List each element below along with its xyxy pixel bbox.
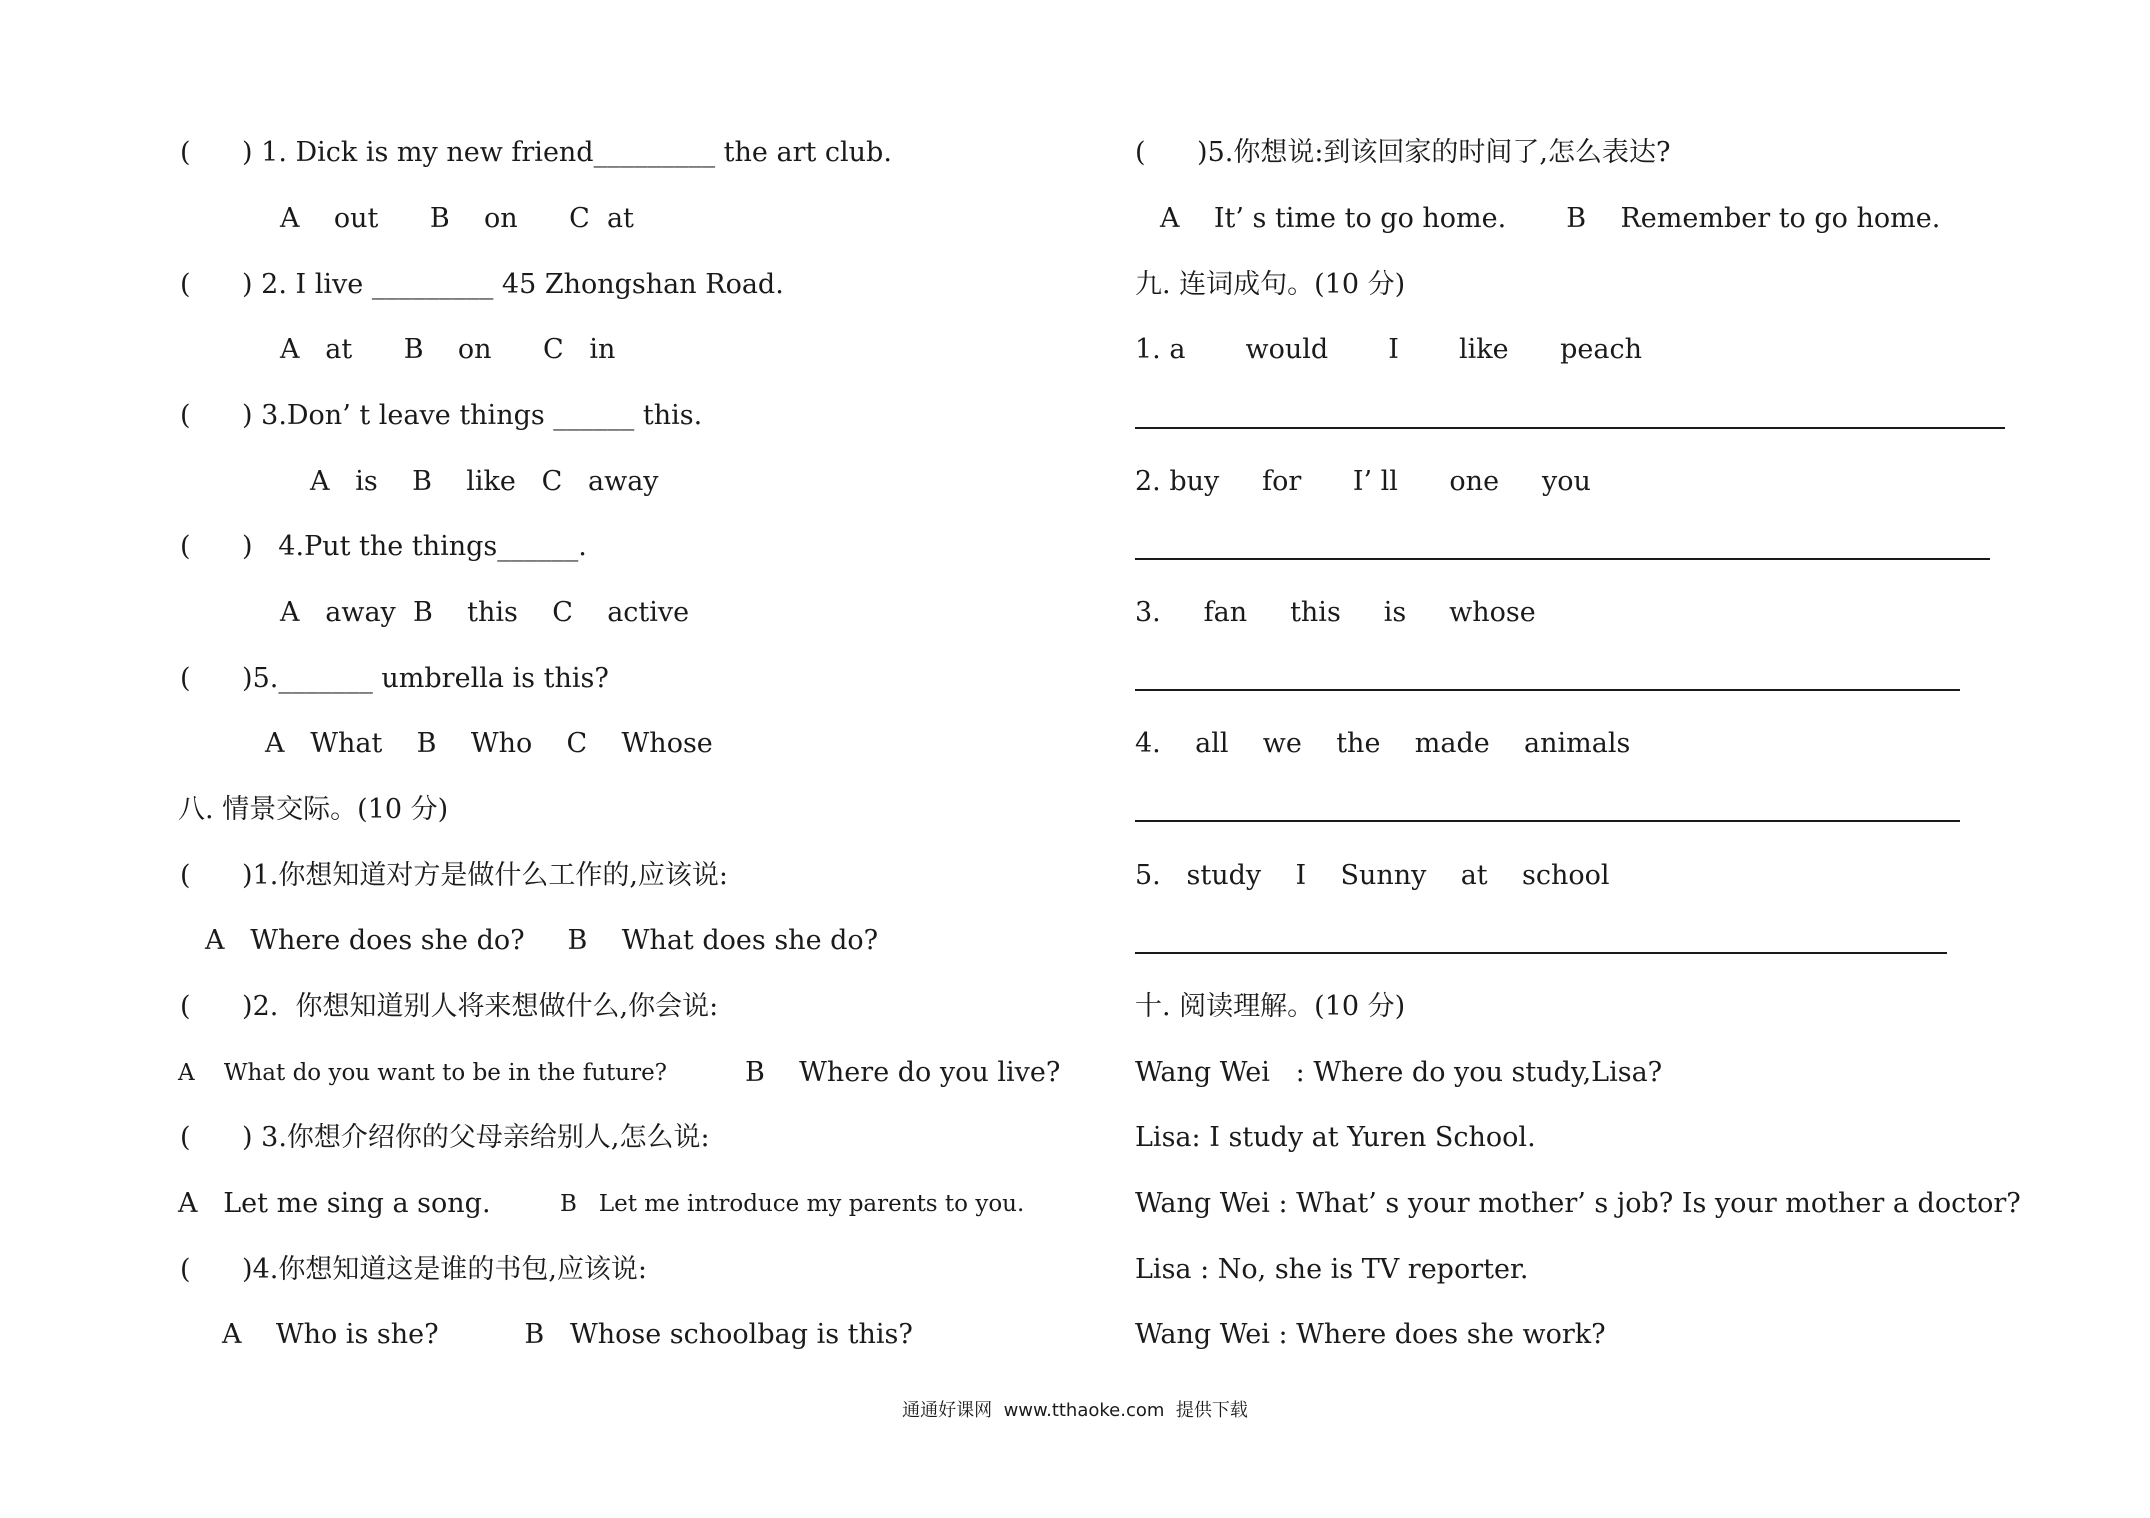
answer-line-2 bbox=[1135, 558, 1990, 560]
scenario-2: ( )2. 你想知道别人将来想做什么,你会说: bbox=[180, 991, 719, 1022]
reading-line-5: Wang Wei : Where does she work? bbox=[1135, 1319, 1606, 1350]
scenario-5: ( )5.你想说:到该回家的时间了,怎么表达? bbox=[1135, 137, 1671, 168]
word-order-2: 2. buy for I’ ll one you bbox=[1135, 466, 1591, 497]
word-order-4: 4. all we the made animals bbox=[1135, 728, 1631, 759]
reading-line-3: Wang Wei : What’ s your mother’ s job? Is your mother a doctor? bbox=[1135, 1188, 2021, 1219]
question-3-options: A is B like C away bbox=[310, 466, 659, 497]
scenario-1-options: A Where does she do? B What does she do? bbox=[205, 925, 879, 956]
scenario-4: ( )4.你想知道这是谁的书包,应该说: bbox=[180, 1254, 648, 1285]
answer-line-5 bbox=[1135, 952, 1947, 954]
word-order-1: 1. a would I like peach bbox=[1135, 334, 1642, 365]
section-10-heading: 十. 阅读理解。(10 分) bbox=[1135, 991, 1406, 1022]
question-1: ( ) 1. Dick is my new friend_________ the art club. bbox=[180, 137, 892, 168]
scenario-3: ( ) 3.你想介绍你的父母亲给别人,怎么说: bbox=[180, 1122, 710, 1153]
question-4: ( ) 4.Put the things______. bbox=[180, 531, 587, 562]
question-3: ( ) 3.Don’ t leave things ______ this. bbox=[180, 400, 703, 431]
section-9-heading: 九. 连词成句。(10 分) bbox=[1135, 269, 1406, 300]
scenario-1: ( )1.你想知道对方是做什么工作的,应该说: bbox=[180, 860, 729, 891]
answer-line-1 bbox=[1135, 427, 2005, 429]
scenario-5-options: A It’ s time to go home. B Remember to go home. bbox=[1160, 203, 1941, 234]
question-4-options: A away B this C active bbox=[280, 597, 690, 628]
answer-line-4 bbox=[1135, 820, 1960, 822]
footer-watermark: 通通好课网 www.tthaoke.com 提供下载 bbox=[902, 1400, 1248, 1421]
question-5-options: A What B Who C Whose bbox=[265, 728, 713, 759]
reading-line-2: Lisa: I study at Yuren School. bbox=[1135, 1122, 1536, 1153]
scenario-2-option-b: B Where do you live? bbox=[745, 1057, 1061, 1088]
question-2: ( ) 2. I live _________ 45 Zhongshan Road. bbox=[180, 269, 784, 300]
scenario-3-option-a: A Let me sing a song. bbox=[178, 1188, 491, 1219]
answer-line-3 bbox=[1135, 689, 1960, 691]
word-order-3: 3. fan this is whose bbox=[1135, 597, 1536, 628]
reading-line-4: Lisa : No, she is TV reporter. bbox=[1135, 1254, 1529, 1285]
question-1-options: A out B on C at bbox=[280, 203, 634, 234]
question-2-options: A at B on C in bbox=[280, 334, 616, 365]
reading-line-1: Wang Wei : Where do you study,Lisa? bbox=[1135, 1057, 1663, 1088]
section-8-heading: 八. 情景交际。(10 分) bbox=[178, 794, 449, 825]
scenario-2-option-a: A What do you want to be in the future? bbox=[178, 1060, 668, 1086]
scenario-3-option-b: B Let me introduce my parents to you. bbox=[560, 1191, 1025, 1217]
scenario-4-options: A Who is she? B Whose schoolbag is this? bbox=[222, 1319, 913, 1350]
question-5: ( )5._______ umbrella is this? bbox=[180, 663, 609, 694]
word-order-5: 5. study I Sunny at school bbox=[1135, 860, 1610, 891]
